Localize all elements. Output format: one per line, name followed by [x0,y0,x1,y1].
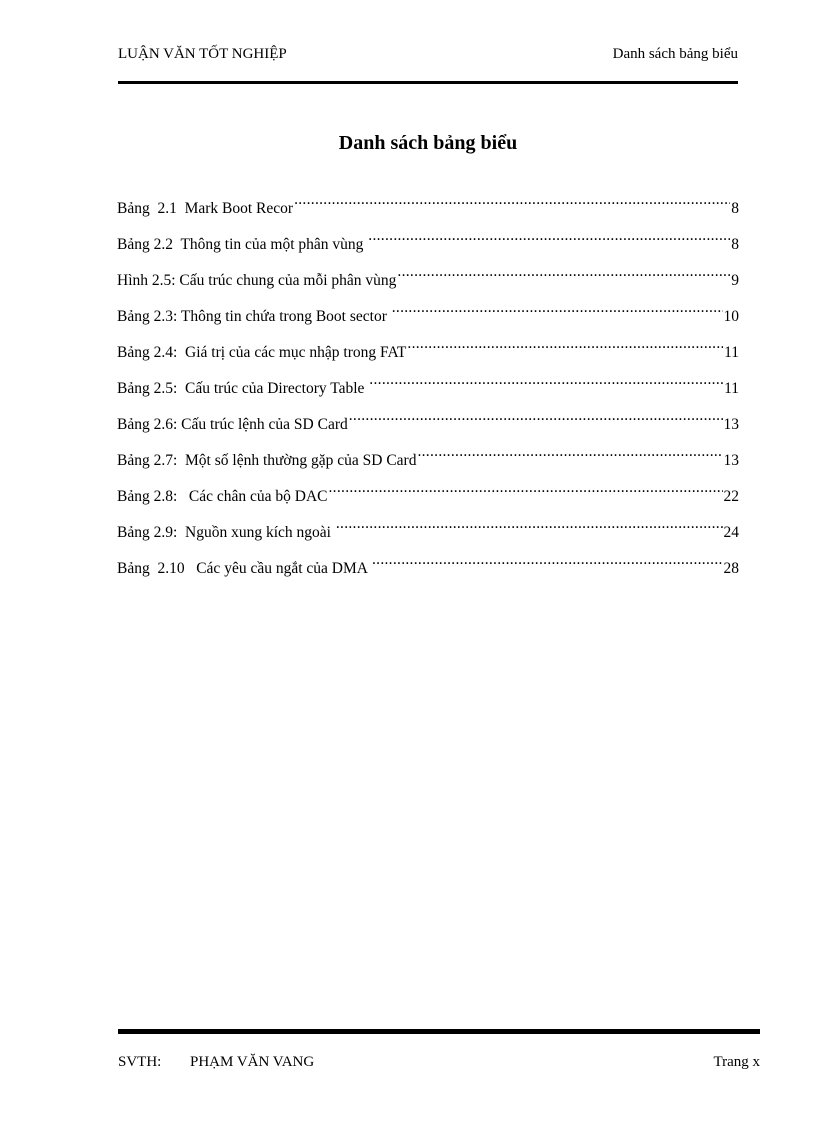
toc-entry-label: Bảng 2.3: Thông tin chứa trong Boot sector [117,308,391,325]
page-title: Danh sách bảng biểu [338,132,518,154]
toc-entry-label: Bảng 2.5: Cấu trúc của Directory Table [117,380,369,397]
footer-author-name: PHẠM VĂN VANG [190,1054,315,1070]
header-section-title: Danh sách bảng biểu [612,46,738,62]
toc-entry-page: 8 [731,200,739,217]
toc-entry-label: Hình 2.5: Cấu trúc chung của mỗi phân vùng [117,272,397,289]
toc-dot-leader [329,481,723,501]
toc-dot-leader [349,409,723,429]
toc-entry-page: 13 [723,452,739,469]
toc-entry[interactable] [117,265,739,301]
toc-dot-leader [397,265,730,285]
toc-dot-leader [369,373,723,393]
toc-dot-leader [336,517,723,537]
toc-entry-page: 11 [724,380,739,397]
toc-entry[interactable] [117,553,739,589]
toc-dot-leader [417,445,722,465]
toc-dot-leader [368,229,730,249]
toc-dot-leader [372,553,723,573]
toc-entry[interactable] [117,229,739,265]
toc-entry-label: Bảng 2.6: Cấu trúc lệnh của SD Card [117,416,348,433]
toc-entry[interactable] [117,193,739,229]
table-of-tables [117,193,739,589]
toc-dot-leader [407,337,723,357]
toc-entry[interactable] [117,337,739,373]
header-thesis-title: LUẬN VĂN TỐT NGHIỆP [118,46,287,62]
toc-dot-leader [392,301,723,321]
toc-entry-label: Bảng 2.10 Các yêu cầu ngắt của DMA [117,560,371,577]
toc-entry[interactable] [117,517,739,553]
toc-entry[interactable] [117,445,739,481]
toc-entry-label: Bảng 2.7: Một số lệnh thường gặp của SD Card [117,452,417,469]
footer-divider [118,1029,760,1034]
toc-entry-label: Bảng 2.8: Các chân của bộ DAC [117,488,328,505]
toc-entry-page: 9 [731,272,739,289]
footer-svth-label: SVTH: [118,1054,162,1070]
toc-dot-leader [294,193,730,213]
page-footer [118,1054,760,1071]
toc-entry-label: Bảng 2.4: Giá trị của các mục nhập trong FAT [117,344,407,361]
toc-entry-page: 13 [723,416,739,433]
toc-entry-label: Bảng 2.2 Thông tin của một phân vùng [117,236,368,253]
toc-entry-page: 22 [723,488,739,505]
footer-page-number: Trang x [713,1054,760,1070]
toc-entry[interactable] [117,301,739,337]
toc-entry-page: 10 [723,308,739,325]
header-divider [118,81,738,84]
toc-entry-label: Bảng 2.9: Nguồn xung kích ngoài [117,524,335,541]
toc-entry-page: 11 [724,344,739,361]
toc-entry-label: Bảng 2.1 Mark Boot Recor [117,200,294,217]
toc-entry-page: 24 [723,524,739,541]
toc-entry[interactable] [117,373,739,409]
toc-entry[interactable] [117,481,739,517]
page-header [118,46,738,63]
toc-entry[interactable] [117,409,739,445]
toc-entry-page: 28 [723,560,739,577]
toc-entry-page: 8 [731,236,739,253]
